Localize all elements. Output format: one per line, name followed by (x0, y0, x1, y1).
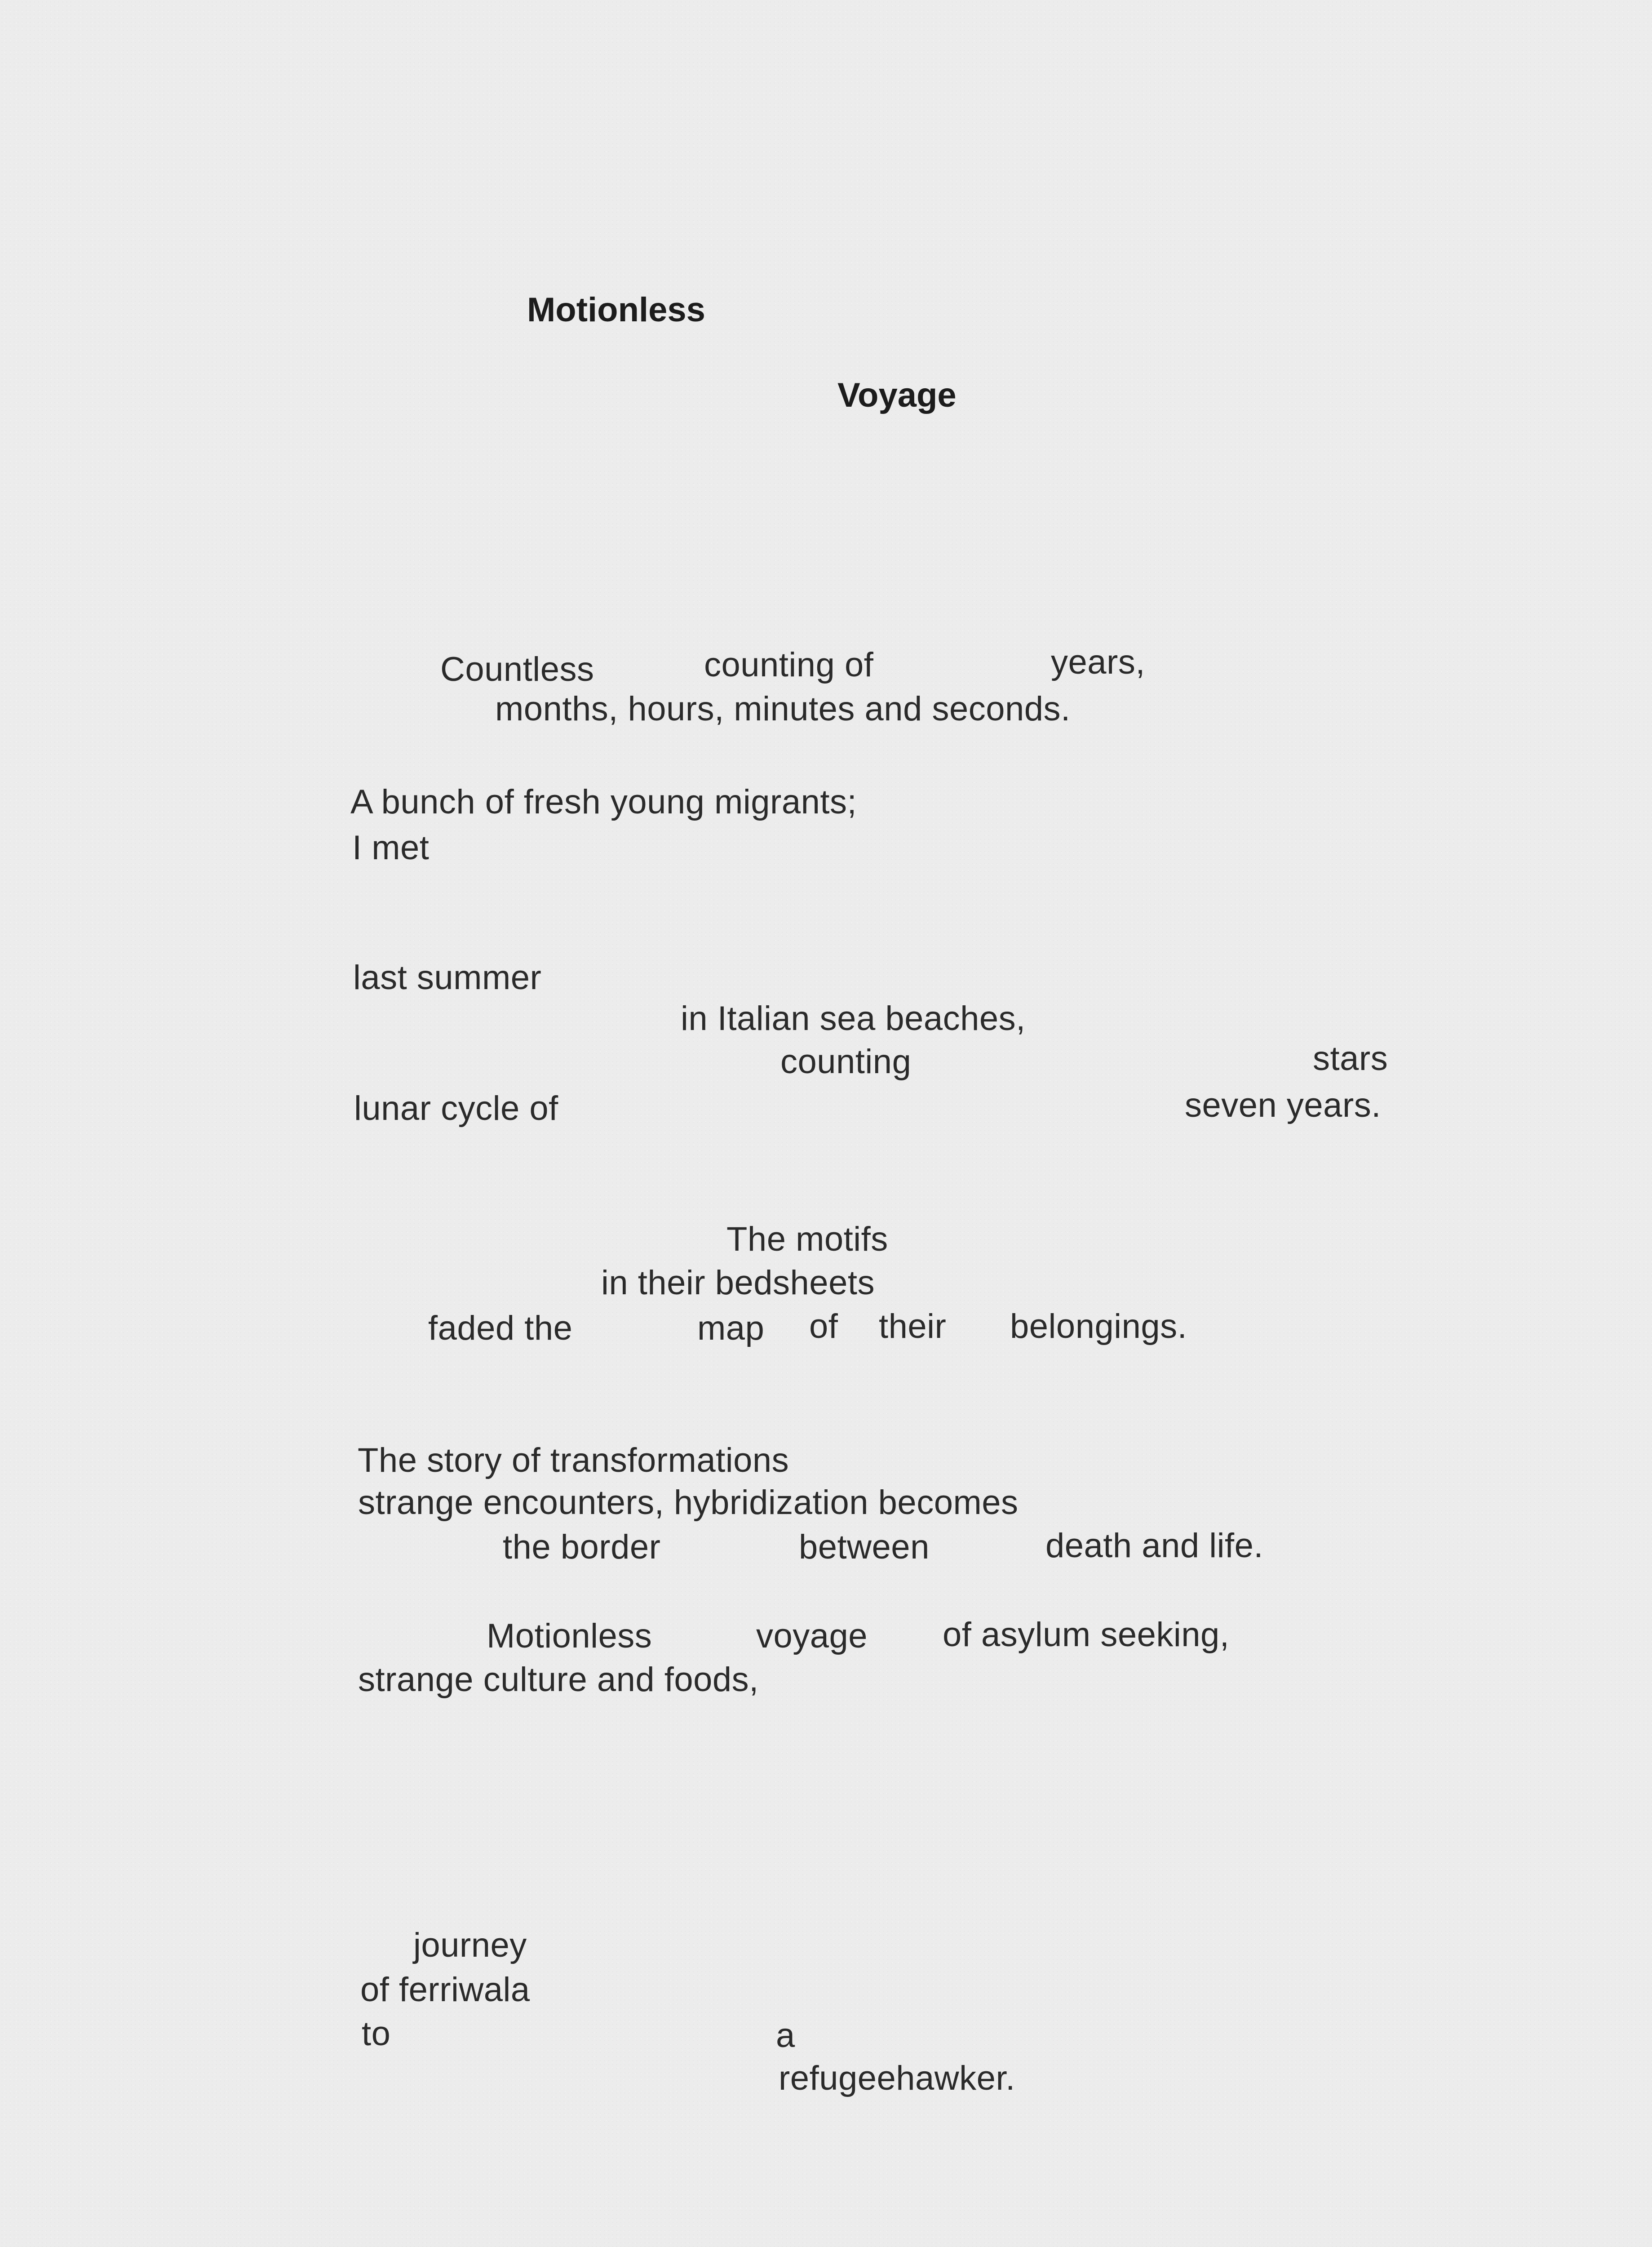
poem-text: faded the (428, 1309, 573, 1347)
poem-text: seven years. (1185, 1086, 1381, 1124)
poem-text: voyage (756, 1617, 868, 1655)
poem-title-line-1: Motionless (527, 291, 705, 329)
poem-text: in their bedsheets (601, 1264, 875, 1302)
poem-text: a (776, 2016, 795, 2055)
poem-text: the border (503, 1528, 661, 1566)
poem-text: A bunch of fresh young migrants; (350, 783, 857, 821)
poem-title-line-2: Voyage (837, 376, 957, 414)
poem-text: in Italian sea beaches, (681, 999, 1026, 1038)
poem-text: I met (352, 829, 430, 867)
poem-text: months, hours, minutes and seconds. (495, 690, 1071, 728)
poem-text: strange culture and foods, (358, 1661, 759, 1699)
poem-text: The story of transformations (358, 1441, 789, 1479)
poem-text: of (809, 1307, 838, 1346)
poem-text: Countless (440, 650, 594, 688)
poem-text: map (697, 1309, 765, 1347)
poem-text: of ferriwala (360, 1971, 530, 2009)
poem-text: their (879, 1307, 947, 1346)
poem-text: strange encounters, hybridization becomes (358, 1483, 1019, 1522)
poem-text: death and life. (1045, 1527, 1263, 1565)
poem-text: stars (1313, 1039, 1388, 1078)
poem-text: of asylum seeking, (943, 1616, 1230, 1654)
poem-text: to (362, 2015, 391, 2053)
poem-text: years, (1051, 643, 1145, 681)
poem-text: lunar cycle of (354, 1089, 558, 1128)
poem-text: counting of (704, 646, 874, 684)
poem-text: belongings. (1010, 1307, 1187, 1346)
poem-text: refugeehawker. (779, 2059, 1015, 2097)
poem-text: between (799, 1528, 930, 1566)
poem-text: journey (413, 1926, 527, 1964)
poem-text: counting (780, 1043, 912, 1081)
poem-text: last summer (353, 959, 542, 997)
poem-text: Motionless (487, 1617, 652, 1655)
poem-text: The motifs (726, 1220, 888, 1258)
